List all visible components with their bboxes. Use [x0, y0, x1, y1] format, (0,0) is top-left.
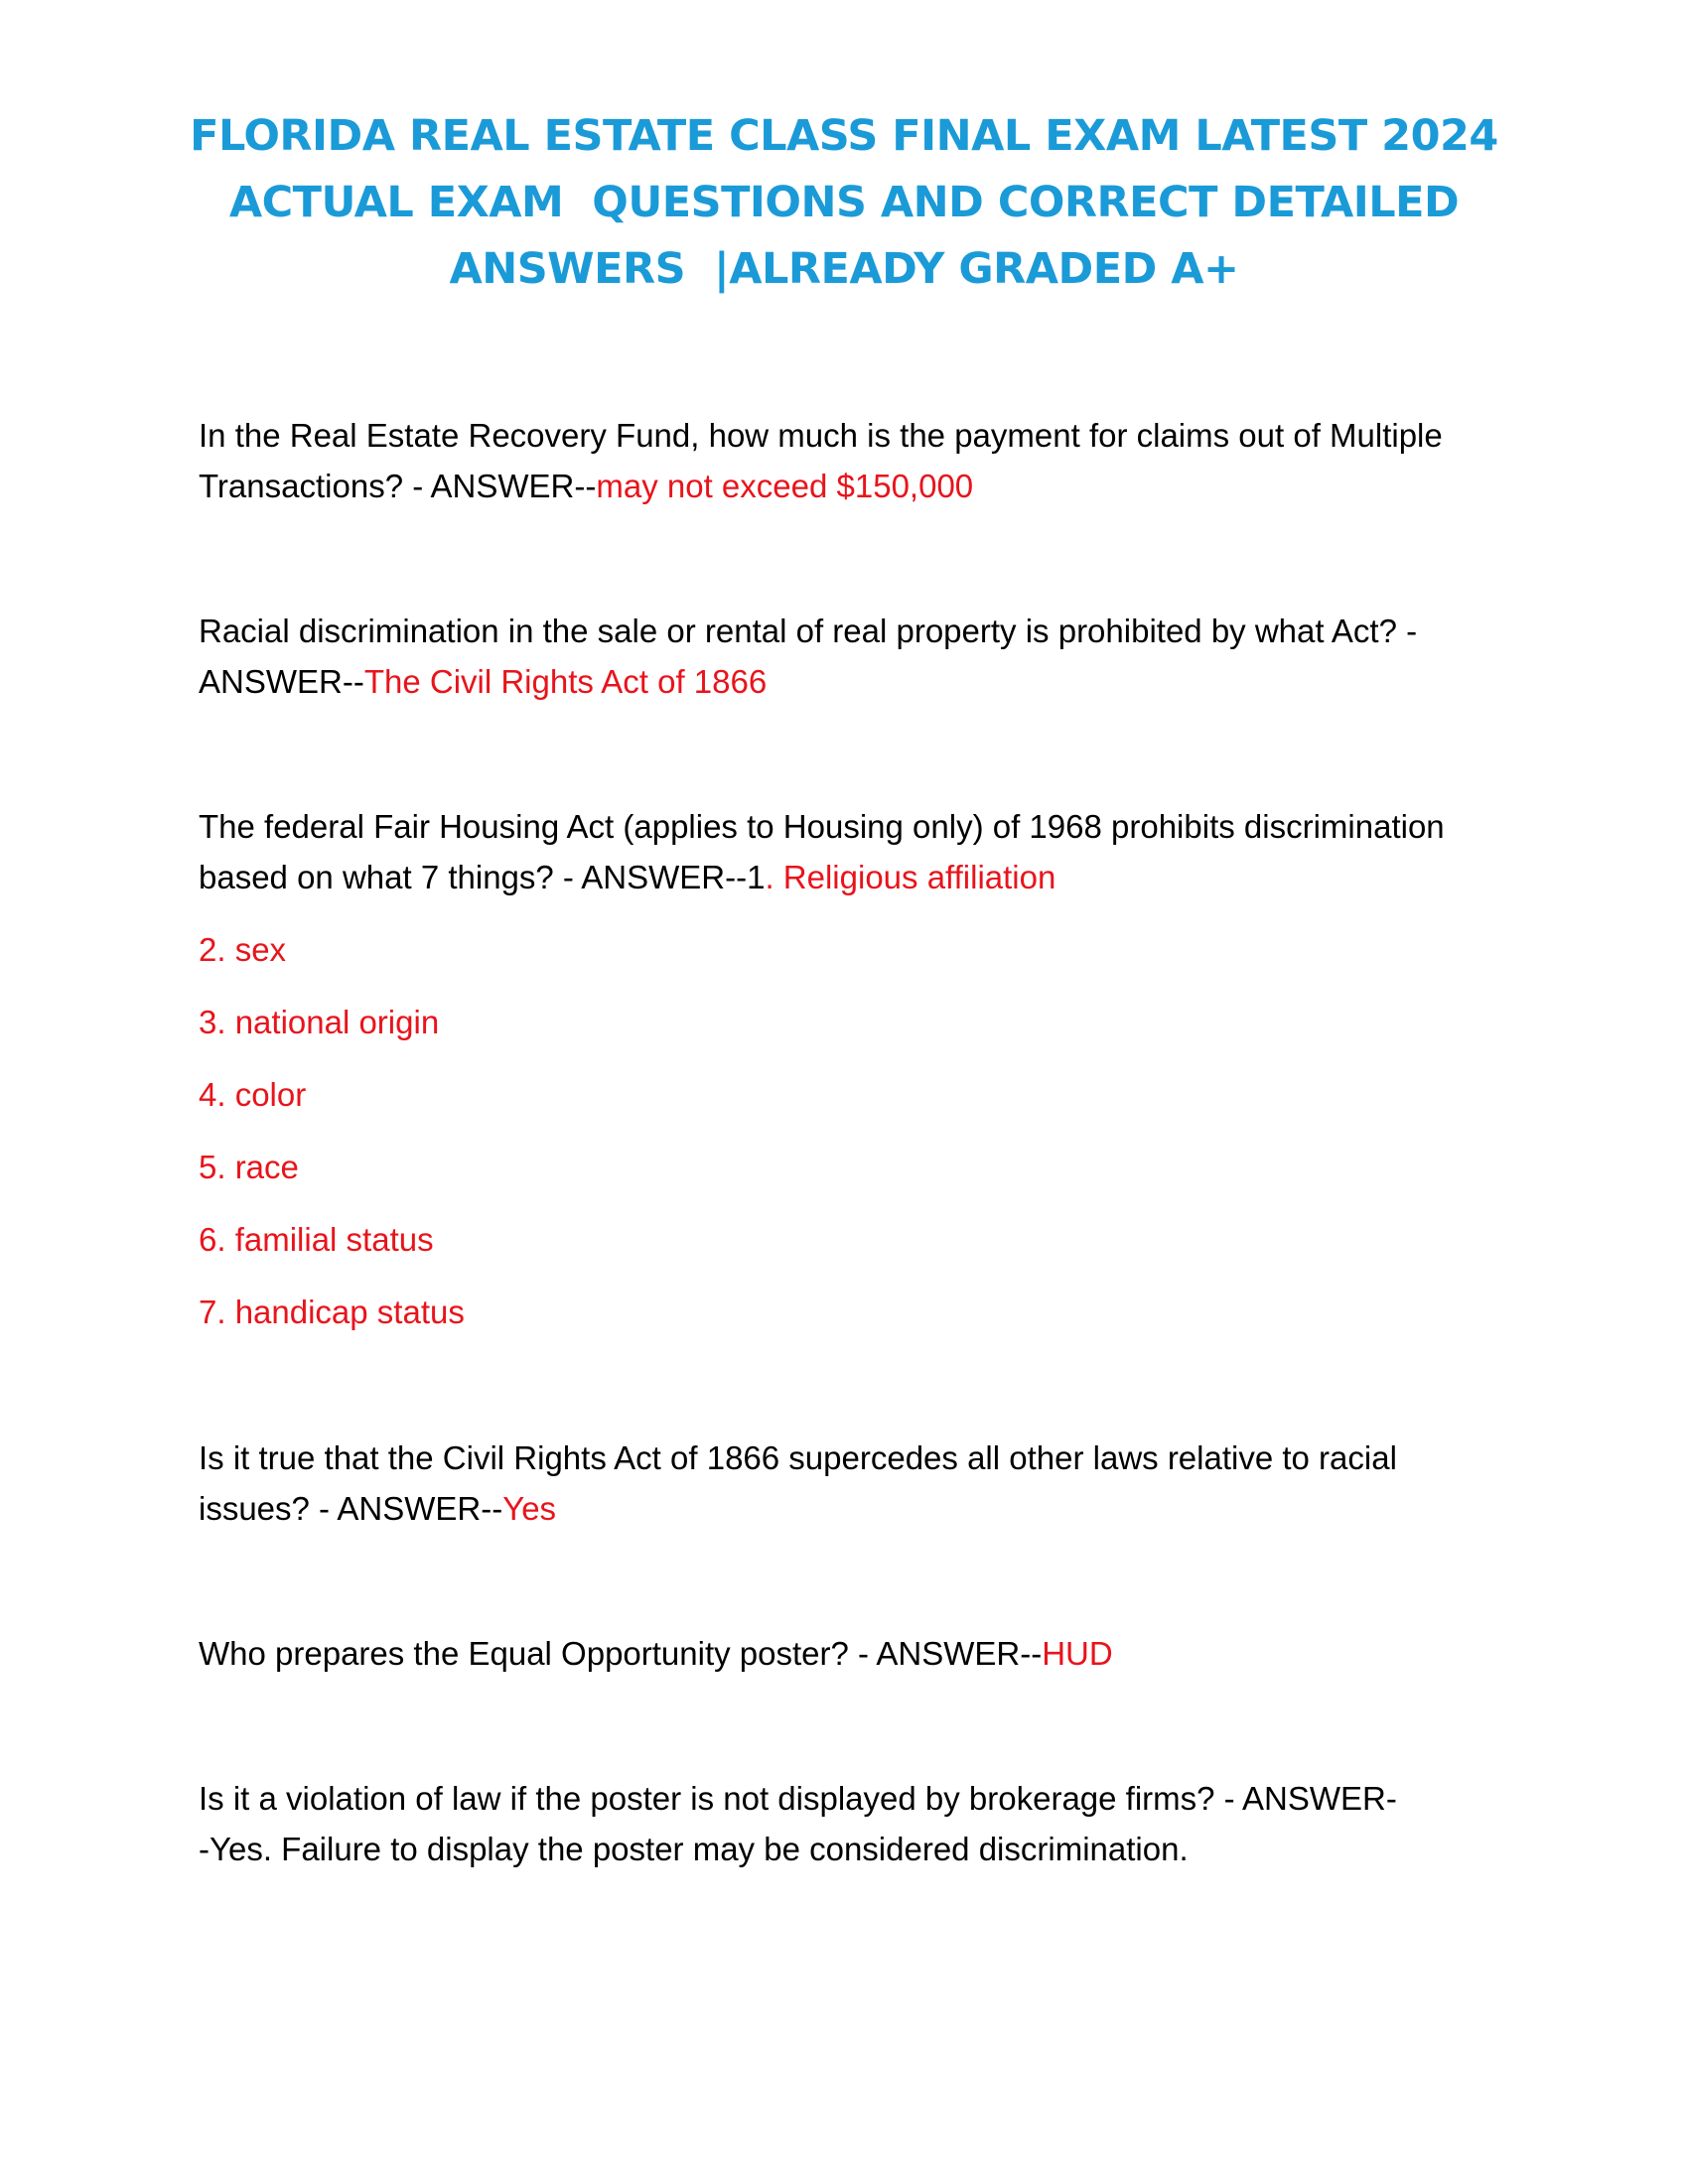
- question-text: In the Real Estate Recovery Fund, how much is the payment for claims out of Multiple Transactions? - ANSWER--: [199, 417, 1443, 504]
- answer-list-item: 6. familial status: [199, 1221, 434, 1258]
- answer-text: The Civil Rights Act of 1866: [363, 663, 768, 700]
- question-text: Who prepares the Equal Opportunity poster? - ANSWER--: [199, 1635, 1043, 1672]
- answer-text: HUD: [1042, 1635, 1113, 1672]
- answer-list-item: 3. national origin: [199, 1004, 440, 1040]
- answer-text: may not exceed $150,000: [596, 468, 974, 504]
- question-text-line-2: -Yes. Failure to display the poster may be considered discrimination.: [199, 1831, 1189, 1867]
- question-text-line-1: Is it a violation of law if the poster is not displayed by brokerage firms? - ANSWER-: [199, 1780, 1397, 1817]
- answer-list-item: 4. color: [199, 1076, 307, 1113]
- title-line-3: ANSWERS |ALREADY GRADED A+: [449, 244, 1239, 294]
- qa-item-civil-rights-supercedes: [199, 1433, 1509, 1534]
- answer-text: Yes: [502, 1490, 557, 1527]
- answer-list-item: 5. race: [199, 1149, 299, 1185]
- qa-item-recovery-fund: [199, 410, 1509, 511]
- question-text: The federal Fair Housing Act (applies to Housing only) of 1968 prohibits discrimination based on what 7 things? - ANSWER--1: [199, 808, 1445, 895]
- question-text: Is it true that the Civil Rights Act of 1866 supercedes all other laws relative to racial issues? - ANSWER--: [199, 1439, 1397, 1527]
- qa-item-equal-opportunity-poster: [199, 1628, 1509, 1679]
- question-text: Racial discrimination in the sale or rental of real property is prohibited by what Act? - ANSWER--: [199, 613, 1418, 700]
- title-line-1: FLORIDA REAL ESTATE CLASS FINAL EXAM LATEST 2024: [190, 111, 1498, 161]
- qa-item-fair-housing-act: [199, 801, 1509, 902]
- qa-item-racial-discrimination: [199, 606, 1509, 707]
- answer-list-item: 2. sex: [199, 931, 287, 968]
- qa-item-poster-violation: [199, 1773, 1509, 1874]
- answer-text: . Religious affiliation: [765, 859, 1056, 895]
- answer-list-item: 7. handicap status: [199, 1294, 465, 1330]
- title-line-2: ACTUAL EXAM QUESTIONS AND CORRECT DETAILED: [228, 178, 1460, 227]
- document-title: [149, 103, 1539, 303]
